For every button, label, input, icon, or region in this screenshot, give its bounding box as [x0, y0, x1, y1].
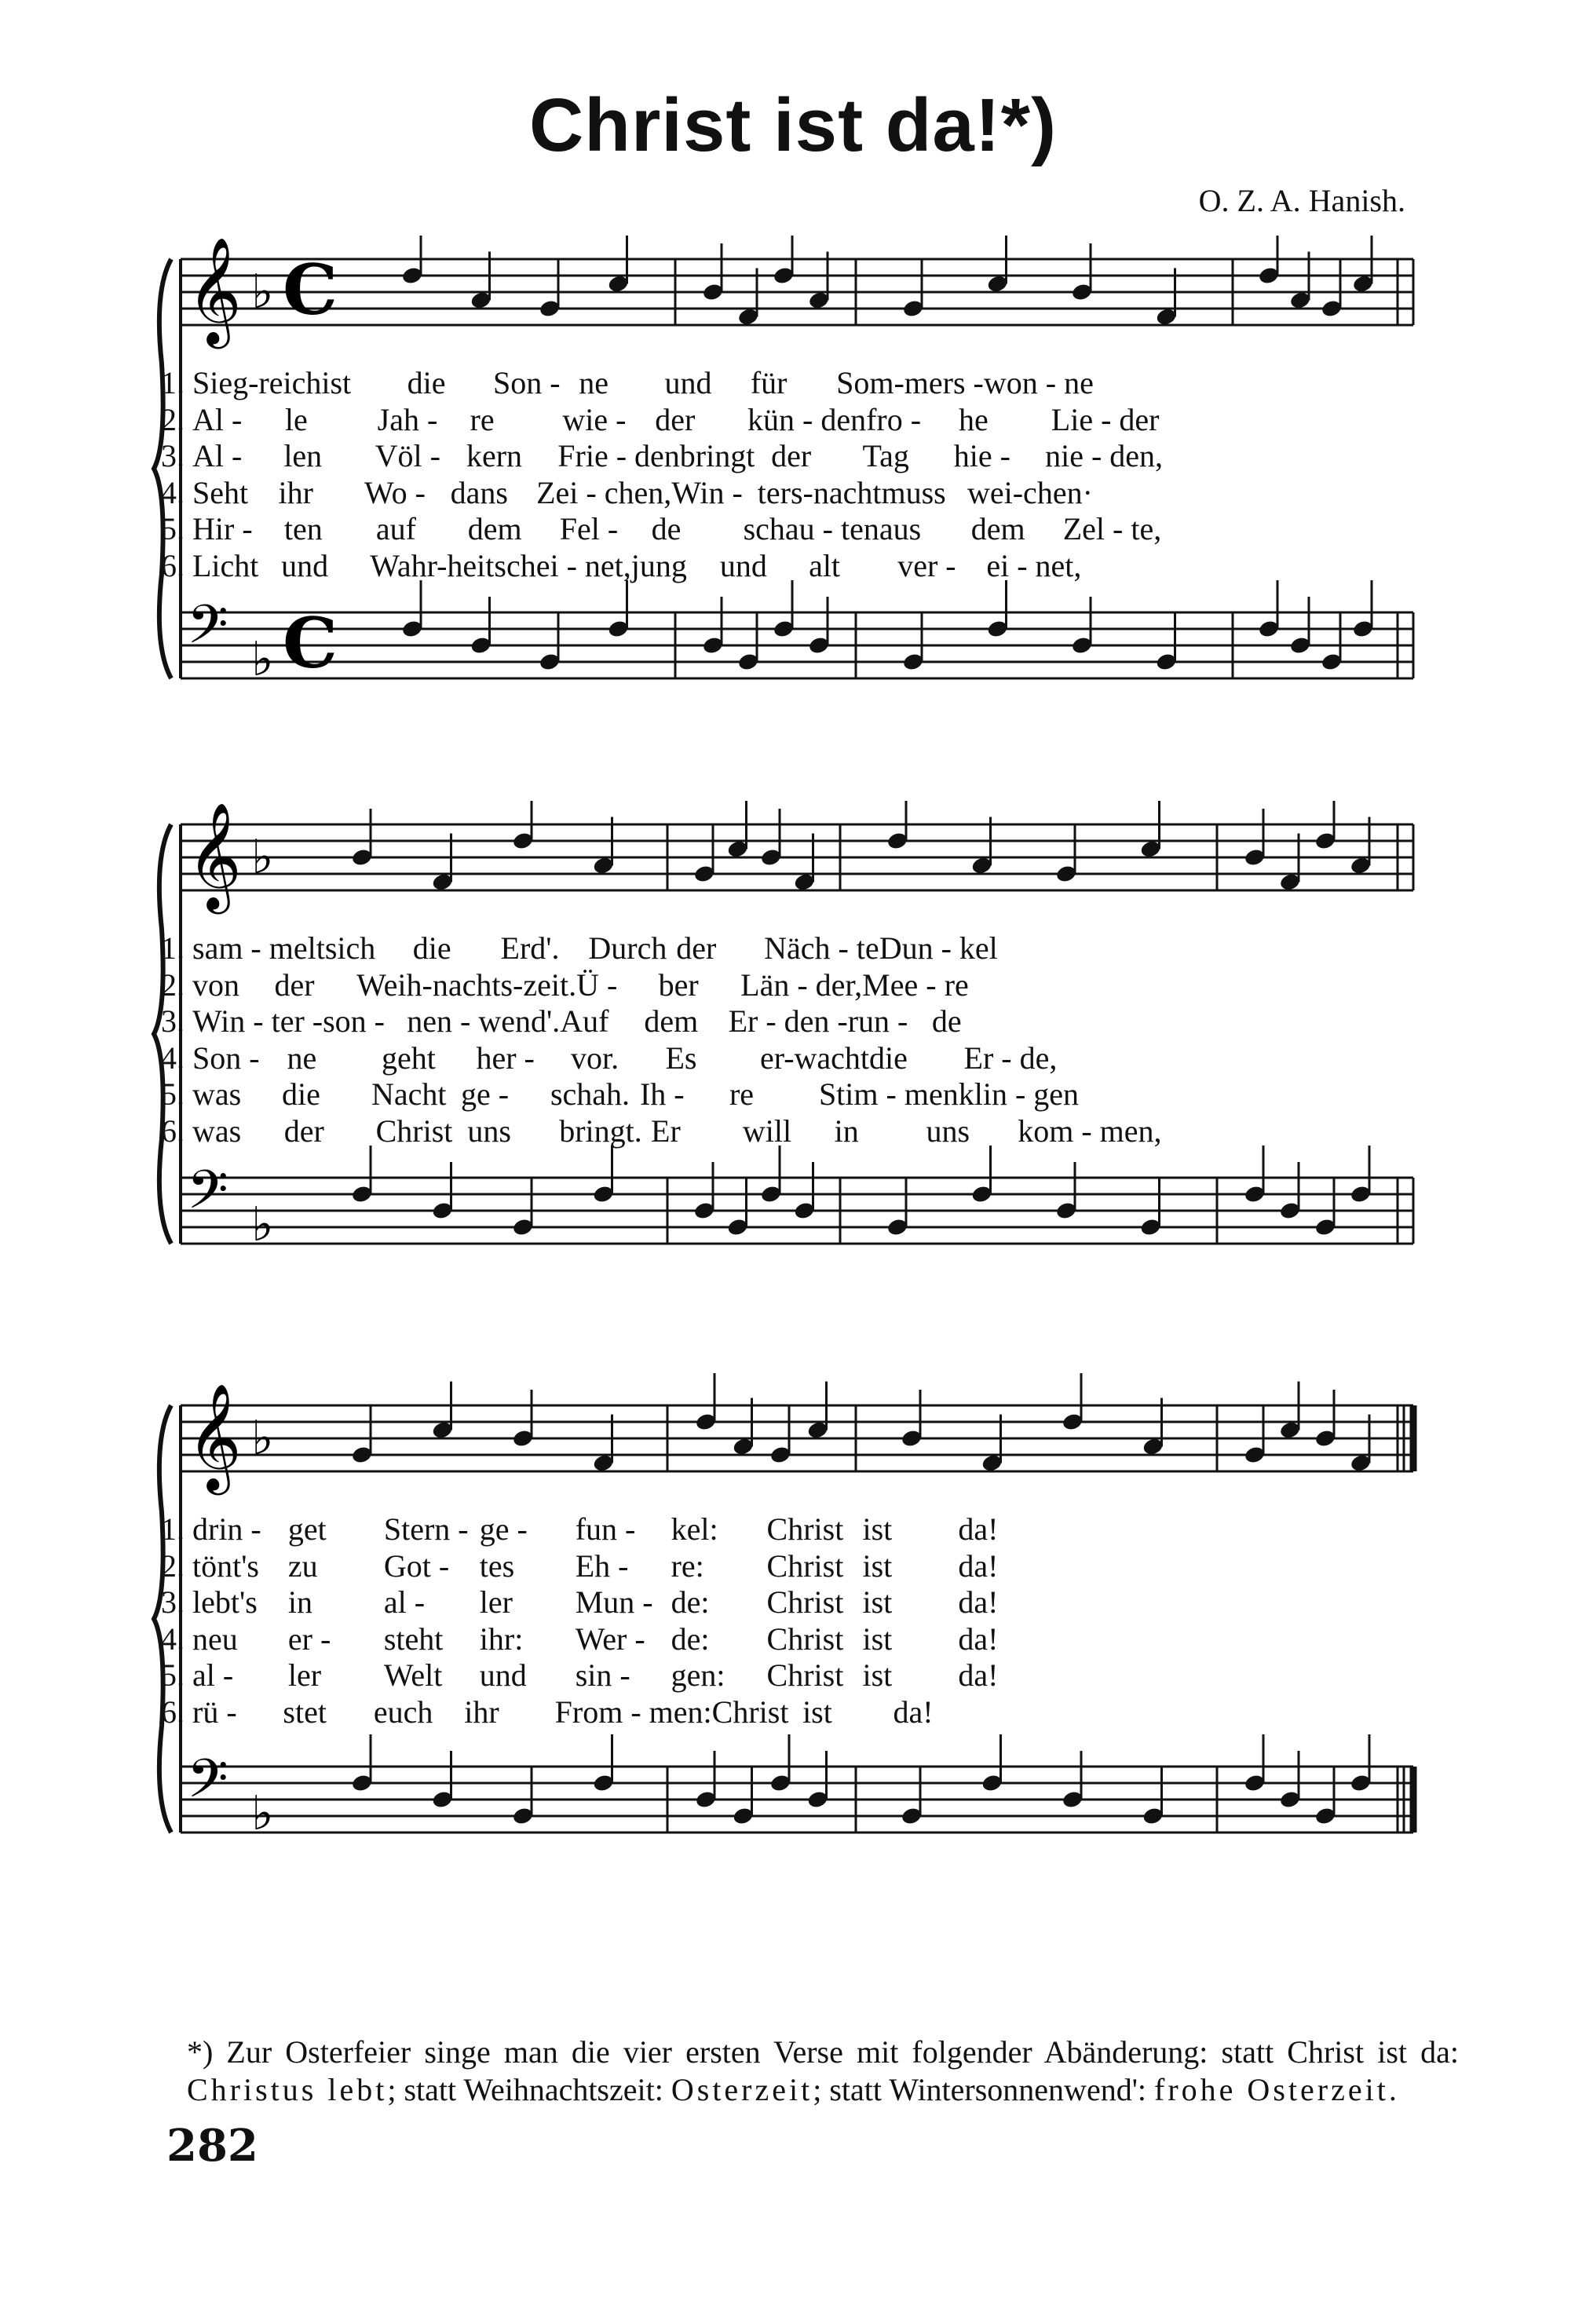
page-number: 282 — [166, 2120, 258, 2172]
lyric-line: 4. Son - ne geht her - vor. Es er-wacht die Er - de, — [161, 1040, 1058, 1076]
lyrics-block-3 — [149, 1511, 1437, 1730]
composer-credit: O. Z. A. Hanish. — [1198, 183, 1405, 218]
bass-clef-icon: 𝄢 — [187, 594, 228, 669]
footnote: *) Zur Osterfeier singe man die vier ersten Verse mit folgender Abänderung: statt Christ ist da: Christus lebt; statt Weihnachtszeit: Osterzeit; statt Wintersonnenwend': frohe Osterzeit. — [187, 2034, 1459, 2107]
lyric-line: 6. Licht und Wahr-heit schei - net, jung und alt ver - ei - net, — [161, 547, 1082, 583]
common-time-icon: C — [283, 249, 338, 331]
lyric-line: 3. Win - ter - son - nen - wend'. Auf dem Er - den - run - de — [161, 1003, 962, 1039]
treble-clef-icon: 𝄞 — [187, 801, 242, 909]
bass-clef-icon: 𝄢 — [187, 1160, 228, 1234]
lyric-line: 5. al - ler Welt und sin - gen: Christ ist da! — [161, 1657, 999, 1693]
key-signature-flat-icon: ♭ — [251, 1411, 274, 1466]
footnote-emphasis: Christus lebt — [187, 2072, 388, 2107]
key-signature-flat-icon: ♭ — [251, 1786, 274, 1841]
footnote-emphasis: Osterzeit — [671, 2072, 813, 2107]
footnote-emphasis: frohe Osterzeit — [1154, 2072, 1389, 2107]
lyrics-block-2 — [149, 930, 1437, 1149]
lyric-line: 1. drin - get Stern - ge - fun - kel: Christ ist da! — [161, 1511, 999, 1547]
lyric-line: 2. von der Weih-nachts-zeit. Ü - ber Län - der, Mee - re — [161, 967, 969, 1003]
lyric-line: 1. Sieg-reich ist die Son - ne und für Som-mers - won - ne — [161, 365, 1094, 400]
music-system-3 — [149, 1350, 1437, 1884]
lyric-line: 4. Seht ihr Wo - dans Zei - chen, Win - ters-nacht muss wei-chen· — [161, 474, 1093, 510]
lyric-line: 2. Al - le Jah - re wie - der kün - den fro - he Lie - der — [161, 401, 1160, 437]
lyric-line: 5. was die Nacht ge - schah. Ih - re Stim - men klin - gen — [161, 1076, 1080, 1112]
bass-clef-icon: 𝄢 — [187, 1748, 228, 1823]
key-signature-flat-icon: ♭ — [251, 632, 274, 687]
lyric-line: 5. Hir - ten auf dem Fel - de schau - ten aus dem Zel - te, — [161, 511, 1162, 546]
lyric-line: 6. rü - stet euch ihr From - men: Christ ist da! — [161, 1694, 934, 1730]
lyric-line: 1. sam - melt sich die Erd'. Durch der Näch - te Dun - kel — [161, 930, 998, 966]
music-system-1 — [149, 236, 1437, 738]
lyric-line: 2. tönt's zu Got - tes Eh - re: Christ ist da! — [161, 1548, 999, 1584]
lyrics-block-1 — [149, 365, 1437, 584]
common-time-icon: C — [283, 602, 338, 684]
key-signature-flat-icon: ♭ — [251, 265, 274, 320]
key-signature-flat-icon: ♭ — [251, 830, 274, 885]
music-system-2 — [149, 801, 1437, 1303]
treble-clef-icon: 𝄞 — [187, 236, 242, 344]
lyric-line: 3. Al - len Völ - kern Frie - den bringt der Tag hie - nie - den, — [161, 438, 1164, 473]
lyric-line: 6. was der Christ uns bringt. Er will in uns kom - men, — [161, 1113, 1162, 1149]
hymn-title: Christ ist da!*) — [528, 83, 1058, 167]
lyric-line: 4. neu er - steht ihr: Wer - de: Christ ist da! — [161, 1621, 999, 1657]
key-signature-flat-icon: ♭ — [251, 1197, 274, 1252]
lyric-line: 3. lebt's in al - ler Mun - de: Christ ist da! — [161, 1584, 999, 1620]
treble-clef-icon: 𝄞 — [187, 1382, 242, 1490]
